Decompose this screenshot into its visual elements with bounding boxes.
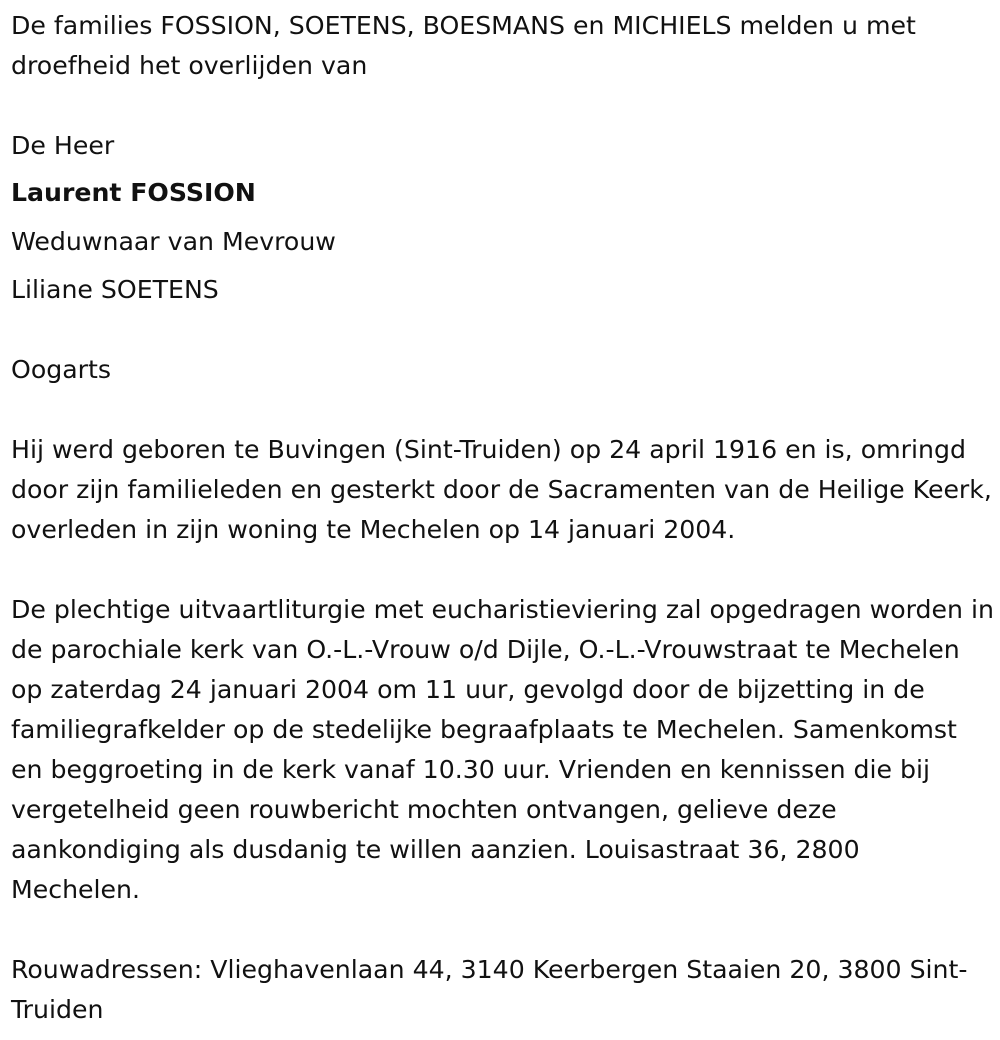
profession: Oogarts [11, 355, 112, 384]
addresses-paragraph: Rouwadressen: Vlieghavenlaan 44, 3140 Keerbergen Staaien 20, 3800 Sint-Truiden [11, 955, 968, 1024]
spouse-name: Liliane SOETENS [11, 275, 219, 304]
widower-line: Weduwnaar van Mevrouw [11, 227, 336, 256]
birth-death-paragraph: Hij werd geboren te Buvingen (Sint-Truiden) op 24 april 1916 en is, omringd door zijn familieleden en gesterkt door de Sacramenten van de Heilige Keerk, overleden in zijn woning te Mechelen op 14 januari 2004. [11, 435, 992, 544]
intro-paragraph: De families FOSSION, SOETENS, BOESMANS en MICHIELS melden u met droefheid het overlijden van [11, 11, 916, 80]
title-prefix: De Heer [11, 131, 115, 160]
funeral-paragraph: De plechtige uitvaartliturgie met eucharistieviering zal opgedragen worden in de parochiale kerk van O.-L.-Vrouw o/d Dijle, O.-L.-Vrouwstraat te Mechelen op zaterdag 24 januari 2004 om 11 uur, gevolgd door de bijzetting in de familiegrafkelder op de stedelijke begraafplaats te Mechelen. Samenkomst en beggroeting in de kerk vanaf 10.30 uur. Vrienden en kennissen die bij vergetelheid geen rouwbericht mochten ontvangen, gelieve deze aankondiging als dusdanig te willen aanzien. Louisastraat 36, 2800 Mechelen. [11, 595, 994, 904]
deceased-name: Laurent FOSSION [11, 178, 256, 207]
